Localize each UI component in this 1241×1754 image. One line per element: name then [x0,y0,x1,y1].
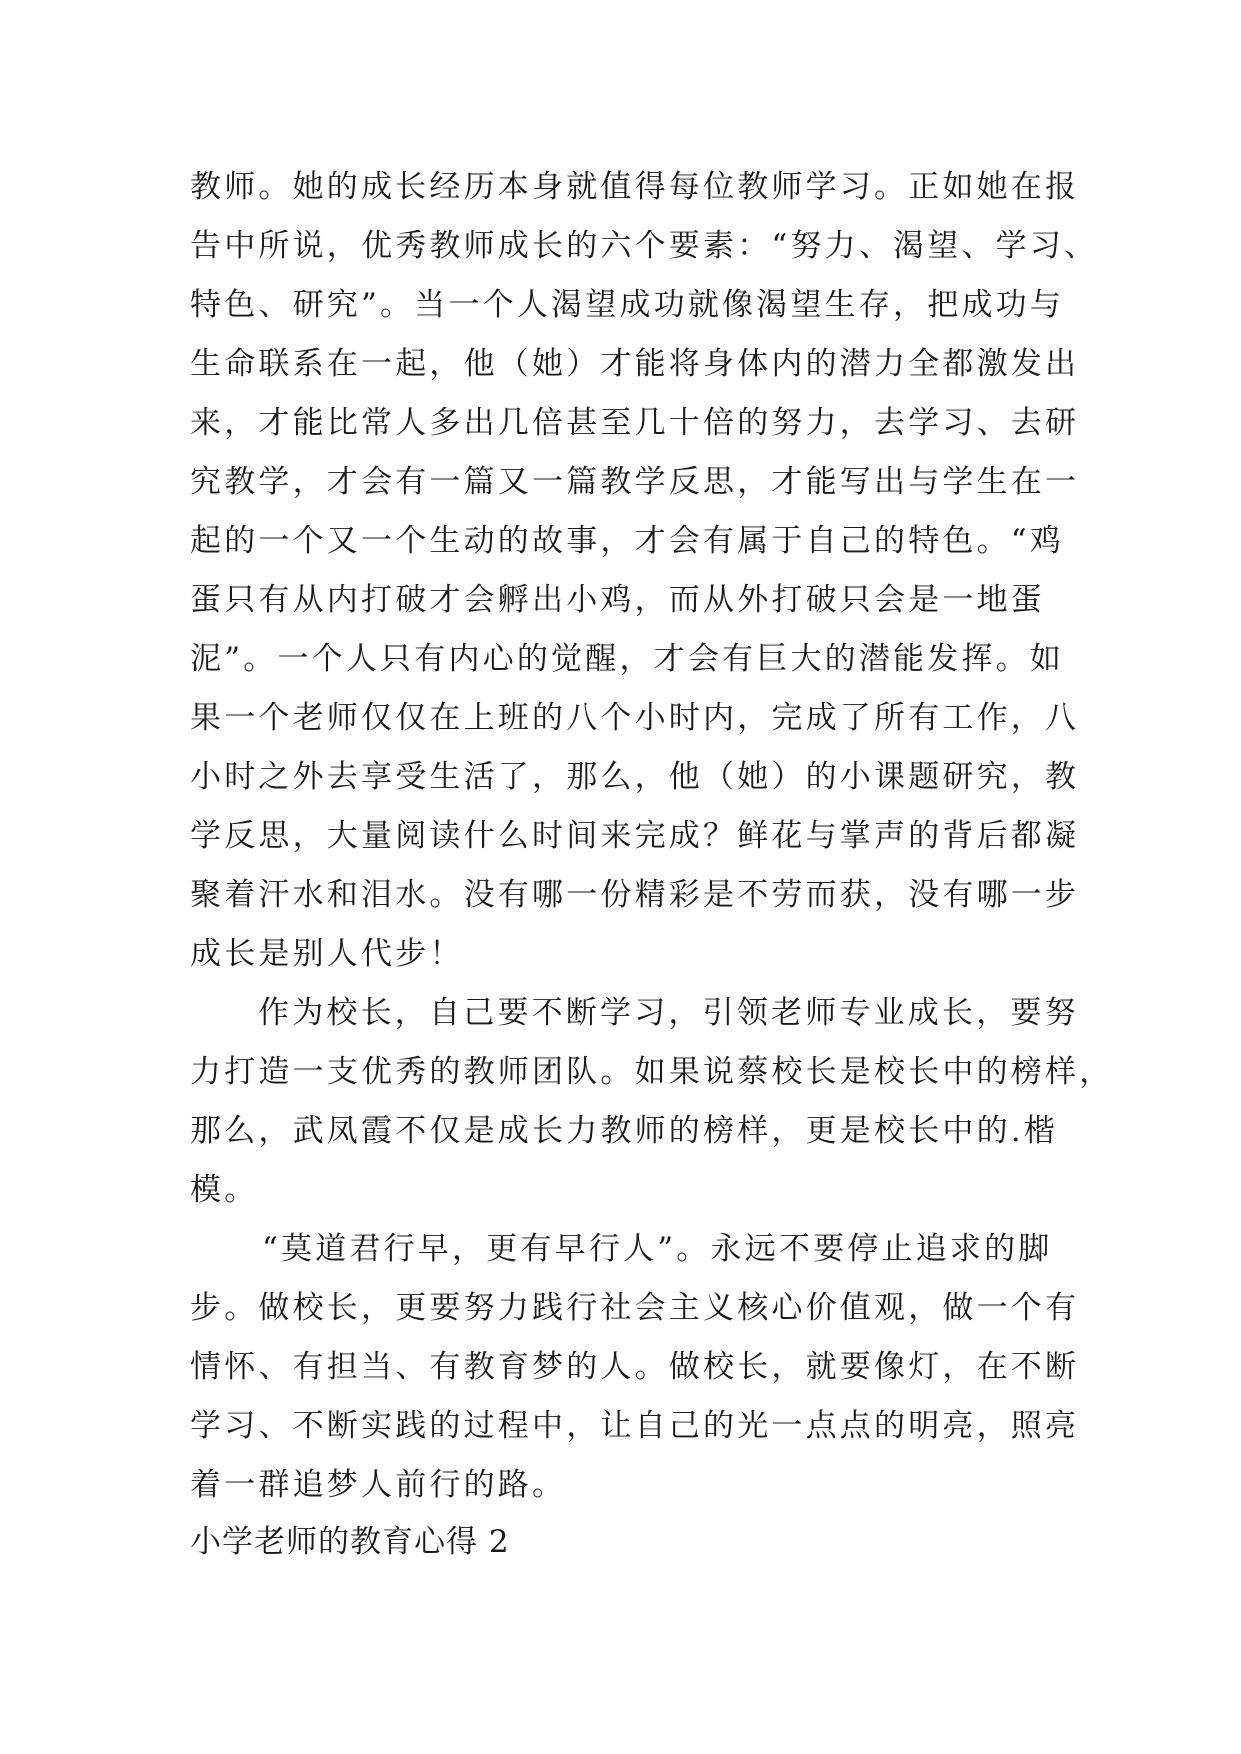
paragraph-line: “莫道君行早，更有早行人”。永远不要停止追求的脚 [262,1231,1053,1267]
paragraph-line: 特色、研究”。当一个人渴望成功就像渴望生存，把成功与 [190,287,1065,323]
paragraph-line: 着一群追梦人前行的路。 [190,1467,567,1503]
paragraph-line: 作为校长，自己要不断学习，引领老师专业成长，要努 [258,995,1079,1031]
paragraph-line: 生命联系在一起，他（她）才能将身体内的潜力全都激发出 [190,346,1080,382]
paragraph-line: 成长是别人代步！ [190,936,464,972]
paragraph-line: 究教学，才会有一篇又一篇教学反思，才能写出与学生在一 [190,464,1080,500]
paragraph-line: 起的一个又一个生动的故事，才会有属于自己的特色。“鸡 [190,523,1065,559]
paragraph-line: 步。做校长，更要努力践行社会主义核心价值观，做一个有 [190,1290,1080,1326]
paragraph-line: 泥”。一个人只有内心的觉醒，才会有巨大的潜能发挥。如 [190,641,1065,677]
paragraph-line: 蛋只有从内打破才会孵出小鸡，而从外打破只会是一地蛋 [190,582,1045,618]
paragraph-line: 来，才能比常人多出几倍甚至几十倍的努力，去学习、去研 [190,405,1080,441]
paragraph-line: 小时之外去享受生活了，那么，他（她）的小课题研究，教 [190,759,1080,795]
section-heading: 小学老师的教育心得 2 [190,1524,510,1560]
paragraph-line: 那么，武凤霞不仅是成长力教师的榜样，更是校长中的.楷 [190,1113,1059,1149]
paragraph-line: 果一个老师仅仅在上班的八个小时内，完成了所有工作，八 [190,700,1080,736]
paragraph-line: 情怀、有担当、有教育梦的人。做校长，就要像灯，在不断 [190,1349,1080,1385]
paragraph-line: 学反思，大量阅读什么时间来完成？鲜花与掌声的背后都凝 [190,818,1080,854]
paragraph-line: 模。 [190,1172,259,1208]
paragraph-line: 聚着汗水和泪水。没有哪一份精彩是不劳而获，没有哪一步 [190,877,1080,913]
paragraph-line: 教师。她的成长经历本身就值得每位教师学习。正如她在报 [190,169,1080,205]
paragraph-line: 力打造一支优秀的教师团队。如果说蔡校长是校长中的榜样， [190,1054,1114,1090]
paragraph-line: 学习、不断实践的过程中，让自己的光一点点的明亮，照亮 [190,1408,1080,1444]
paragraph-line: 告中所说，优秀教师成长的六个要素：“努力、渴望、学习、 [190,228,1099,264]
